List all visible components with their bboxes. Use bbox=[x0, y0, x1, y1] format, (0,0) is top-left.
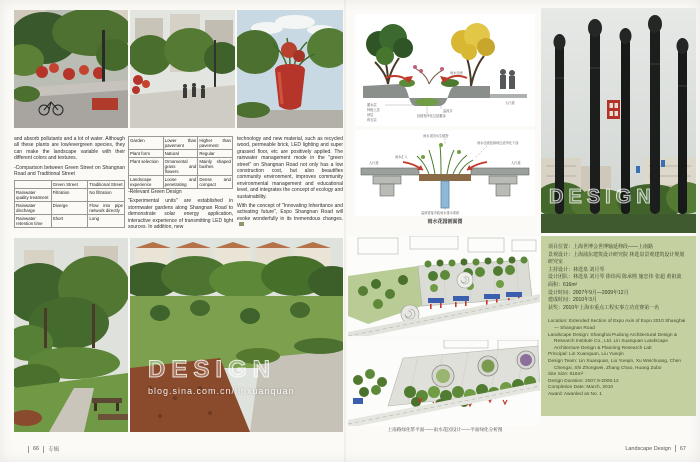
photo-red-planter-art bbox=[237, 10, 343, 128]
text-column-2 bbox=[128, 136, 233, 234]
photo-street-planters-art bbox=[14, 10, 128, 128]
site-plan-upper bbox=[348, 236, 540, 336]
table-cell: Regular bbox=[198, 150, 233, 158]
photo-red-planter bbox=[237, 10, 343, 128]
overflow-pipe bbox=[441, 181, 449, 208]
info-line: Site Size: 616m² bbox=[548, 372, 584, 378]
table-cell: Mainly shaped bushes bbox=[198, 158, 233, 176]
table-cell: Natural bbox=[163, 150, 198, 158]
info-line: 主持设计：林选泉 刘月琴 bbox=[548, 266, 605, 273]
table-cell: Landscape experience bbox=[129, 176, 164, 189]
table-cell: Garden bbox=[129, 137, 164, 150]
article-end-icon bbox=[239, 222, 244, 226]
diagram-caption: 雨水花园剖面图 bbox=[427, 219, 463, 225]
info-line: Completion Date: March, 2010 bbox=[548, 385, 614, 391]
footer-divider bbox=[675, 445, 676, 452]
svg-text:溢流井: 溢流井 bbox=[443, 109, 453, 113]
rain-garden-detail-art bbox=[355, 130, 535, 216]
info-line: Location: Extended Section of Expo Axis of Expo 2010 Shanghai — Shangnan Road bbox=[548, 319, 686, 331]
svg-text:雨水汇入: 雨水汇入 bbox=[395, 155, 408, 159]
page-number-left: 66 bbox=[33, 446, 40, 452]
svg-text:种植土层: 种植土层 bbox=[367, 108, 380, 112]
table-cell: Rainwater retention time bbox=[15, 215, 52, 228]
project-info-english bbox=[548, 319, 689, 398]
table-cell: Long bbox=[88, 215, 125, 228]
svg-text:雨水径流经绿地过滤净化下渗: 雨水径流经绿地过滤净化下渗 bbox=[477, 141, 519, 145]
plan-caption: 上南路绿化带平面——雨水花园设计——平面绿化分析图 bbox=[387, 427, 503, 432]
photo-street-planters bbox=[14, 10, 128, 128]
info-line: 建成时间：2010年3月 bbox=[548, 297, 597, 304]
section-title: -Relevant Green Design bbox=[128, 189, 182, 195]
rain-garden-detail-diagram bbox=[355, 130, 535, 216]
info-line: 设计团队：林选泉 刘月琴 徐玮闯 陈承熙 施忠伟 张超 黄祖波 bbox=[548, 274, 682, 281]
photo-park-wide-art bbox=[130, 238, 343, 432]
photo-park-wide bbox=[130, 238, 343, 432]
table-cell: Traditional Street bbox=[89, 182, 123, 188]
design-watermark: DESIGN bbox=[148, 356, 277, 383]
blue-canopy bbox=[353, 398, 363, 404]
table-cell: Lower than pavement bbox=[164, 138, 197, 148]
info-line: Landscape Design: Shanghai Pudong Architectural Design & Research Institute Co., Ltd. Lin Xuanquan Landscape Architecture Design & Planning Research Lab bbox=[548, 332, 678, 351]
info-line: 项目位置：上海世博会世博轴延伸段——上南路 bbox=[548, 244, 654, 250]
table-cell: Higher than pavement bbox=[199, 138, 231, 148]
page-gutter bbox=[344, 0, 347, 462]
body-paragraph: "Experimental units" are established in stormwater gardens along Shangnan Road to demonstrate solar energy application, interactive experience of transmitting LED light sources. In addition, new bbox=[128, 198, 233, 231]
body-paragraph: technology and new material, such as recycled wood, permeable brick, LED lighting and super grassed floor, etc are positively applied. The rainwater management mode in the "green street" on Shangnan Road not only has a low construction cost, but also beautifies community environment, improves community environmental management and educational level, and integrates the concept of ecology and sustainability. bbox=[237, 136, 343, 200]
svg-text:经植物净化过滤蓄渗: 经植物净化过滤蓄渗 bbox=[417, 114, 446, 118]
photo-street-people bbox=[130, 10, 235, 128]
info-line: Principal: Lin Xuanquan, Liu Yueqin bbox=[548, 352, 624, 358]
svg-text:溢流管接市政雨水排水系统: 溢流管接市政雨水排水系统 bbox=[421, 211, 460, 215]
design-watermark: DESIGN bbox=[549, 186, 656, 208]
table-cell: Short bbox=[51, 215, 88, 228]
table-cell: Rainwater discharge bbox=[15, 202, 52, 215]
footer-divider bbox=[28, 446, 29, 453]
footer-divider bbox=[43, 446, 44, 453]
table-cell: Diverge bbox=[51, 202, 88, 215]
footer-right bbox=[625, 445, 686, 452]
svg-text:雨水径流: 雨水径流 bbox=[450, 71, 463, 75]
section-label: 专辑 bbox=[48, 447, 60, 453]
info-line: 设计时间：2007年9月—2009年12月 bbox=[548, 289, 629, 296]
info-line: Award: Awarded as No. 1 bbox=[548, 391, 602, 397]
info-line: 面积：616m² bbox=[548, 281, 578, 288]
body-paragraph: and absorb pollutants and a lot of water. Although all these plants are low/evergreen species, they can make the landscape variable with their different colors and textures. bbox=[14, 136, 125, 162]
project-info-chinese bbox=[548, 244, 689, 312]
photo-park-path bbox=[14, 238, 128, 432]
comparison-table-part1 bbox=[14, 180, 125, 228]
table-cell: Ornamental grass and flowers bbox=[164, 159, 197, 174]
rain-garden-section-art bbox=[355, 14, 535, 126]
svg-text:砂层: 砂层 bbox=[367, 113, 374, 117]
photo-lamp-poles bbox=[541, 8, 696, 233]
blog-url-watermark: blog.sina.com.cn/linxuanquan bbox=[148, 386, 295, 396]
svg-text:人行道: 人行道 bbox=[511, 161, 521, 165]
table-cell: Plant selection bbox=[129, 158, 164, 176]
soil-bed bbox=[419, 174, 471, 181]
info-line: 景观设计：上海浦东建筑设计研究院 林选泉景观建筑设计规划研究室 bbox=[548, 251, 685, 266]
info-line: 获奖：2010年上海市重点工程实事立功竞赛第一名 bbox=[548, 304, 660, 311]
text-column-1 bbox=[14, 136, 125, 234]
footer-left bbox=[28, 445, 59, 453]
site-plan-lower bbox=[348, 340, 540, 426]
svg-text:人行道: 人行道 bbox=[505, 101, 515, 105]
site-plan-lower-art bbox=[348, 340, 540, 426]
table-cell: Green Street bbox=[51, 181, 88, 189]
svg-text:碎石层: 碎石层 bbox=[367, 118, 377, 122]
table-cell: No filtration bbox=[88, 189, 125, 202]
svg-text:人行道: 人行道 bbox=[369, 161, 379, 165]
info-line: Design Duration: 2007.9-2009.12 bbox=[548, 378, 619, 384]
table-cell: Filtration bbox=[51, 189, 88, 202]
comparison-table-title: -Comparison between Green Street on Shangnan Road and Traditional Street bbox=[14, 164, 125, 178]
magazine-section-label: Landscape Design bbox=[625, 445, 671, 452]
red-seal bbox=[607, 100, 620, 119]
table-cell: Rainwater quality treatment bbox=[15, 189, 52, 202]
text-column-3 bbox=[237, 136, 343, 234]
photo-street-people-art bbox=[130, 10, 235, 128]
photo-park-path-art bbox=[14, 238, 128, 432]
rain-garden-section-diagram bbox=[355, 14, 535, 126]
site-plan-upper-art bbox=[348, 236, 540, 336]
comparison-table-part2 bbox=[128, 136, 233, 189]
table-cell: Flow into pipe network directly bbox=[89, 203, 123, 214]
closing-sentence: With the concept of "Innovating Inheritance and activating future", Expo Shangnan Road will evoke wonderfully in its tremendous changes. bbox=[237, 203, 343, 222]
svg-text:雨水花园水生植物: 雨水花园水生植物 bbox=[423, 134, 449, 138]
table-cell bbox=[15, 181, 52, 189]
body-paragraph bbox=[237, 203, 343, 229]
table-cell: Dense and compact bbox=[199, 177, 231, 187]
table-cell: Loose and penetrating bbox=[164, 177, 197, 187]
project-info-box bbox=[541, 236, 696, 416]
page-number-right: 67 bbox=[679, 445, 686, 452]
svg-text:蓄水层: 蓄水层 bbox=[367, 103, 377, 107]
info-line: Design Team: Lin Xuanquan, Liu Yueqin, Xu Weichuang, Chen Chengxi, Shi Zhongwei, Zhang Chao, Huang Zubo bbox=[548, 358, 682, 371]
table-cell: Plant form bbox=[129, 150, 164, 158]
